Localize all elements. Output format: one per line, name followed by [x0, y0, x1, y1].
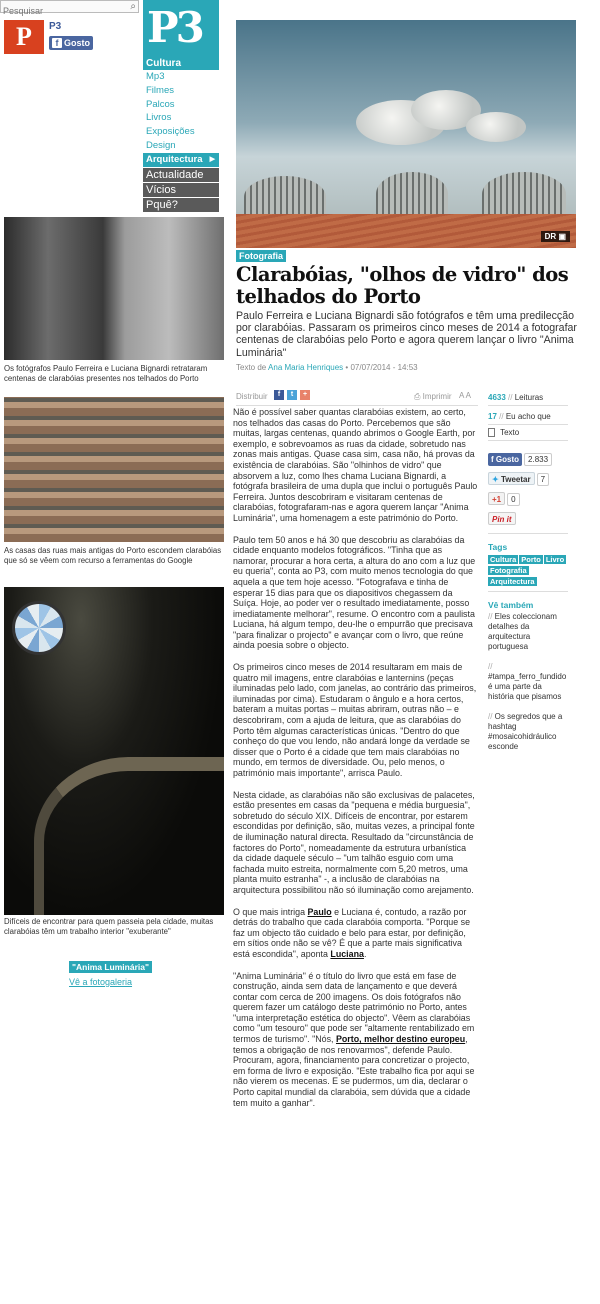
see-also-label: Os segredos que a hashtag #mosaicohidráulico esconde: [488, 712, 563, 751]
aerial-rooftops-photo[interactable]: [4, 397, 224, 542]
text-run: e Luciana é, contudo, a razão por detrás do trabalho que cada clarabóia comporta. "Porque se faz um objecto tão cuidado e belo para estar, por definição, em sítios onde não se vê? É que a parte mais significativa está escondida", aponta: [233, 906, 471, 959]
nav-item-design[interactable]: Design: [146, 139, 176, 151]
reads-count: 4633: [488, 393, 506, 402]
tags-heading: Tags: [488, 542, 508, 552]
slash-separator: //: [499, 412, 504, 421]
article-sidebar: [488, 391, 568, 762]
facebook-page-widget: [4, 20, 134, 56]
see-also-item[interactable]: [488, 662, 568, 702]
slash-separator: //: [488, 662, 493, 671]
nav-category-cultura[interactable]: Cultura: [143, 57, 219, 70]
divider: [488, 533, 568, 534]
paragraph: Não é possível saber quantas clarabóias existem, ao certo, nos telhados das casas do Porto. Percebemos que são muitas, largas centenas, quando abrimos o Google Earth, por exemplo, e sobrevoamos as ruas da cidade, sobretudo nas zonas mais antigas. Quase casa sim, casa não, há provas da existência de clarabóias. São "olhinhos de vidro" que absorvem a luz, como lhes chama Luciana Bignardi, a fotógrafa brasileira de uma dupla que inclui o português Paulo Ferreira. Juntos descobriram e visitaram centenas de clarabóias, fotografaram-nas e agora querem lançar "Anima Luminária", uma homenagem a este património do Porto.: [233, 407, 478, 523]
share-label: Distribuir: [236, 392, 268, 401]
tweet-row: [488, 472, 568, 486]
fb-like-count: 2.833: [524, 453, 552, 466]
image-caption: As casas das ruas mais antigas do Porto escondem clarabóias que só se vêem com recurso a ferramentas do Google: [4, 546, 222, 565]
text-run: "Anima Luminária" é o título do livro que está em fase de construção, ainda sem data de lançamento e que deverá contar com cerca de 200 imagens. Os dois fotógrafos não querem fazer um catálogo deste património no Porto, antes "uma interpretação estética do objecto". Vêem as clarabóias como "um tesouro" que pode ser "altamente rentabilizado em termos de turismo". "Nós,: [233, 970, 475, 1045]
nav-section-actualidade[interactable]: Actualidade: [143, 167, 219, 182]
section-tag[interactable]: Fotografia: [236, 250, 286, 262]
person-link-luciana[interactable]: Luciana: [330, 948, 364, 959]
facebook-icon: f: [491, 455, 494, 464]
paragraph: [233, 971, 478, 1109]
article-lead: Paulo Ferreira e Luciana Bignardi são fotógrafos e têm uma predilecção por clarabóias. Passaram os primeiros cinco meses de 2014 a fotografar centenas de clarabóias pelo Porto e agora querem lançar o livro "Anima Luminária": [236, 310, 577, 359]
paragraph: Nesta cidade, as clarabóias não são exclusivas de palacetes, estão presentes em casas da "pequena e média burguesia", sobretudo do século XIX. Difíceis de encontrar, por estarem escondidas por definição, são, muitas vezes, a principal fonte de iluminação natural directa. Resultado da "circunstância de factores do Porto", nomeadamente da estrutura urbanística da cidade daquele século – "um talhão esguio com uma fachada muito estreita, normalmente com 5,20 metros, uma planta muito estranha" -, a inclusão de clarabóias na arquitectura possibilitou não só iluminação como arejamento.: [233, 789, 475, 895]
paragraph: [233, 907, 478, 960]
person-link-paulo[interactable]: Paulo: [307, 906, 332, 917]
search-input[interactable]: [1, 6, 119, 17]
article-title: Clarabóias, "olhos de vidro" dos telhados do Porto: [236, 263, 569, 308]
tag-fotografia[interactable]: Fotografia: [490, 566, 527, 575]
see-also-label: #tampa_ferro_fundido é uma parte da história que pisamos: [488, 672, 567, 701]
paragraph: Os primeiros cinco meses de 2014 resultaram em mais de quatro mil imagens, entre clarabóias e lanternins (peças iluminadas pelo lado, com janelas, ao contrário das primeiros, iluminadas por cima). Estudaram o ângulo e a hora certos, bateram a muitas portas – muitas abriram, outras não – e descobriram, com a ajuda de leitura, que as clarabóias do Porto têm algumas características únicas. "Dentro do que conheço do que vou lendo, não andará longe da verdade se disser que o Porto é a cidade que tem mais clarabóias no mundo, em termos de diversidade. Ou, pelo menos, o património mais importante", arrisca Paulo.: [233, 662, 477, 778]
page-name-link[interactable]: P3: [49, 21, 62, 32]
paragraph: Paulo tem 50 anos e há 30 que descobriu as clarabóias da cidade enquanto modelos fotográficos. "Tinha que as namorar, procurar a hora certa, a altura do ano com a luz que eu queria", conta ao P3, com muito menos tecnologia do que aquela a que tem hoje acesso. "Fotografava e tinha de esperar 15 dias para que os diapositivos chegassem da Suíça. Hoje, ao poder ver o resultado imediatamente, posso imediatamente melhorar", resume. O encontro com a paulista Luciana, há algum tempo, deu-lhe o empurrão que precisava "para finalizar o projecto" e avançar com o livro, que reúne ainda poesia sobre o objecto.: [233, 534, 476, 651]
tag-cultura[interactable]: Cultura: [490, 555, 517, 564]
pinterest-button[interactable]: Pin it: [488, 512, 516, 525]
slash-separator: //: [488, 712, 495, 721]
byline: [236, 363, 418, 372]
tweet-label: Tweetar: [500, 475, 531, 484]
gallery-tag[interactable]: "Anima Luminária": [69, 961, 152, 973]
opinions-label: Eu acho que: [505, 412, 551, 421]
fb-like-label: Gosto: [495, 455, 520, 464]
slash-separator: //: [508, 393, 513, 402]
see-also-item[interactable]: [488, 712, 568, 752]
opinions-link[interactable]: [488, 406, 568, 425]
like-label: Gosto: [64, 38, 90, 48]
tag-arquitectura[interactable]: Arquitectura: [490, 577, 535, 586]
photographers-photo[interactable]: [4, 217, 224, 360]
article-body: [233, 407, 478, 1119]
see-also-item[interactable]: [488, 612, 568, 652]
magnifier-icon[interactable]: ⌕: [130, 1, 136, 12]
pinterest-row: [488, 512, 568, 525]
porto-destino-link[interactable]: Porto, melhor destino europeu: [335, 1034, 466, 1045]
search-box: [0, 0, 139, 13]
spiral-stair: [34, 757, 224, 915]
nav-item-arquitectura[interactable]: [143, 153, 219, 167]
gallery-link[interactable]: Vê a fotogaleria: [69, 977, 133, 987]
gplus-label: +1: [492, 495, 502, 504]
facebook-share-icon[interactable]: f: [274, 390, 284, 400]
gplus-button[interactable]: [488, 492, 505, 505]
print-label: Imprimir: [422, 392, 452, 401]
see-also-heading: Vê também: [488, 600, 534, 610]
roof-tiles: [236, 214, 576, 248]
document-icon: [488, 428, 495, 437]
text-run: .: [363, 948, 367, 959]
facebook-like-button[interactable]: [49, 36, 93, 50]
nav-item-filmes[interactable]: Filmes: [146, 84, 174, 96]
author-link[interactable]: Ana Maria Henriques: [268, 363, 344, 372]
skylight-dome: [482, 172, 566, 216]
nav-item-exposicoes[interactable]: Exposições: [146, 126, 195, 138]
tag-livro[interactable]: Livro: [545, 555, 565, 564]
nav-item-palcos[interactable]: Palcos: [146, 98, 175, 110]
cloud-shape: [466, 112, 526, 142]
share-bar: [236, 390, 476, 404]
facebook-icon: f: [52, 38, 62, 48]
tags-list: [488, 554, 568, 587]
image-caption: Difíceis de encontrar para quem passeia pela cidade, muitas clarabóias têm um trabalho interior "exuberante": [4, 917, 214, 936]
tweet-button[interactable]: [488, 472, 535, 485]
see-also-label: Eles coleccionam detalhes da arquitectura portuguesa: [488, 612, 557, 651]
twitter-share-icon[interactable]: t: [287, 390, 297, 400]
p3-page-logo[interactable]: P: [4, 20, 44, 54]
tweet-count: 7: [537, 473, 549, 486]
add-share-icon[interactable]: +: [300, 390, 310, 400]
printer-icon: ⎙: [414, 392, 421, 401]
reads-label: Leituras: [514, 393, 544, 402]
gplus-count: 0: [507, 493, 519, 506]
slash-separator: //: [488, 612, 495, 621]
p3-brand-logo[interactable]: P3: [143, 0, 219, 57]
nav-section-pque[interactable]: Pquê?: [143, 197, 219, 212]
nav-item-livros[interactable]: Livros: [146, 112, 172, 124]
publish-date: • 07/07/2014 - 14:53: [345, 363, 418, 372]
text-run: , temos a obrigação de nos renovarmos", defende Paulo. Procuram, agora, financiamento para concretizar o projecto, em forma de livro e exposição. "Este trabalho fica por aqui se não vierem os mecenas. E se pudermos, um dia, declarar o Porto capital mundial da clarabóia, sem dúvida que a cidade tem muito a ganhar".: [233, 1034, 475, 1108]
text-label: Texto: [500, 428, 520, 437]
skylight-glass: [12, 601, 66, 655]
skylight-dome: [244, 176, 326, 218]
section-nav: [143, 57, 219, 212]
photo-credit: DR: [544, 232, 557, 241]
skylight-dome: [376, 172, 448, 216]
triangle-right-icon: ▶: [209, 155, 215, 163]
image-caption: Os fotógrafos Paulo Ferreira e Luciana Bignardi retrataram centenas de clarabóias presentes nos telhados do Porto: [4, 364, 208, 383]
text-version-link[interactable]: [488, 425, 568, 441]
photo-credit-badge[interactable]: [541, 231, 570, 242]
reads-stat: [488, 391, 568, 406]
divider: [236, 405, 478, 406]
hero-photo[interactable]: [236, 20, 576, 248]
twitter-bird-icon: ✦: [492, 475, 499, 484]
fb-like-row: [488, 453, 568, 466]
font-size-control[interactable]: A A: [459, 391, 472, 400]
text-run: O que mais intriga: [233, 906, 308, 917]
tag-porto[interactable]: Porto: [521, 555, 541, 564]
facebook-like-button[interactable]: [488, 453, 522, 466]
staircase-skylight-photo[interactable]: [4, 587, 224, 915]
nav-section-vicios[interactable]: Vícios: [143, 182, 219, 197]
opinions-count: 17: [488, 412, 497, 421]
byline-prefix: Texto de: [236, 363, 267, 372]
nav-item-mp3[interactable]: Mp3: [146, 71, 165, 82]
gplus-row: [488, 492, 568, 506]
gallery-box: [69, 957, 229, 987]
print-button[interactable]: [414, 392, 452, 402]
nav-item-label: Arquitectura: [146, 153, 203, 165]
camera-icon: ▣: [558, 232, 566, 241]
divider: [488, 591, 568, 592]
